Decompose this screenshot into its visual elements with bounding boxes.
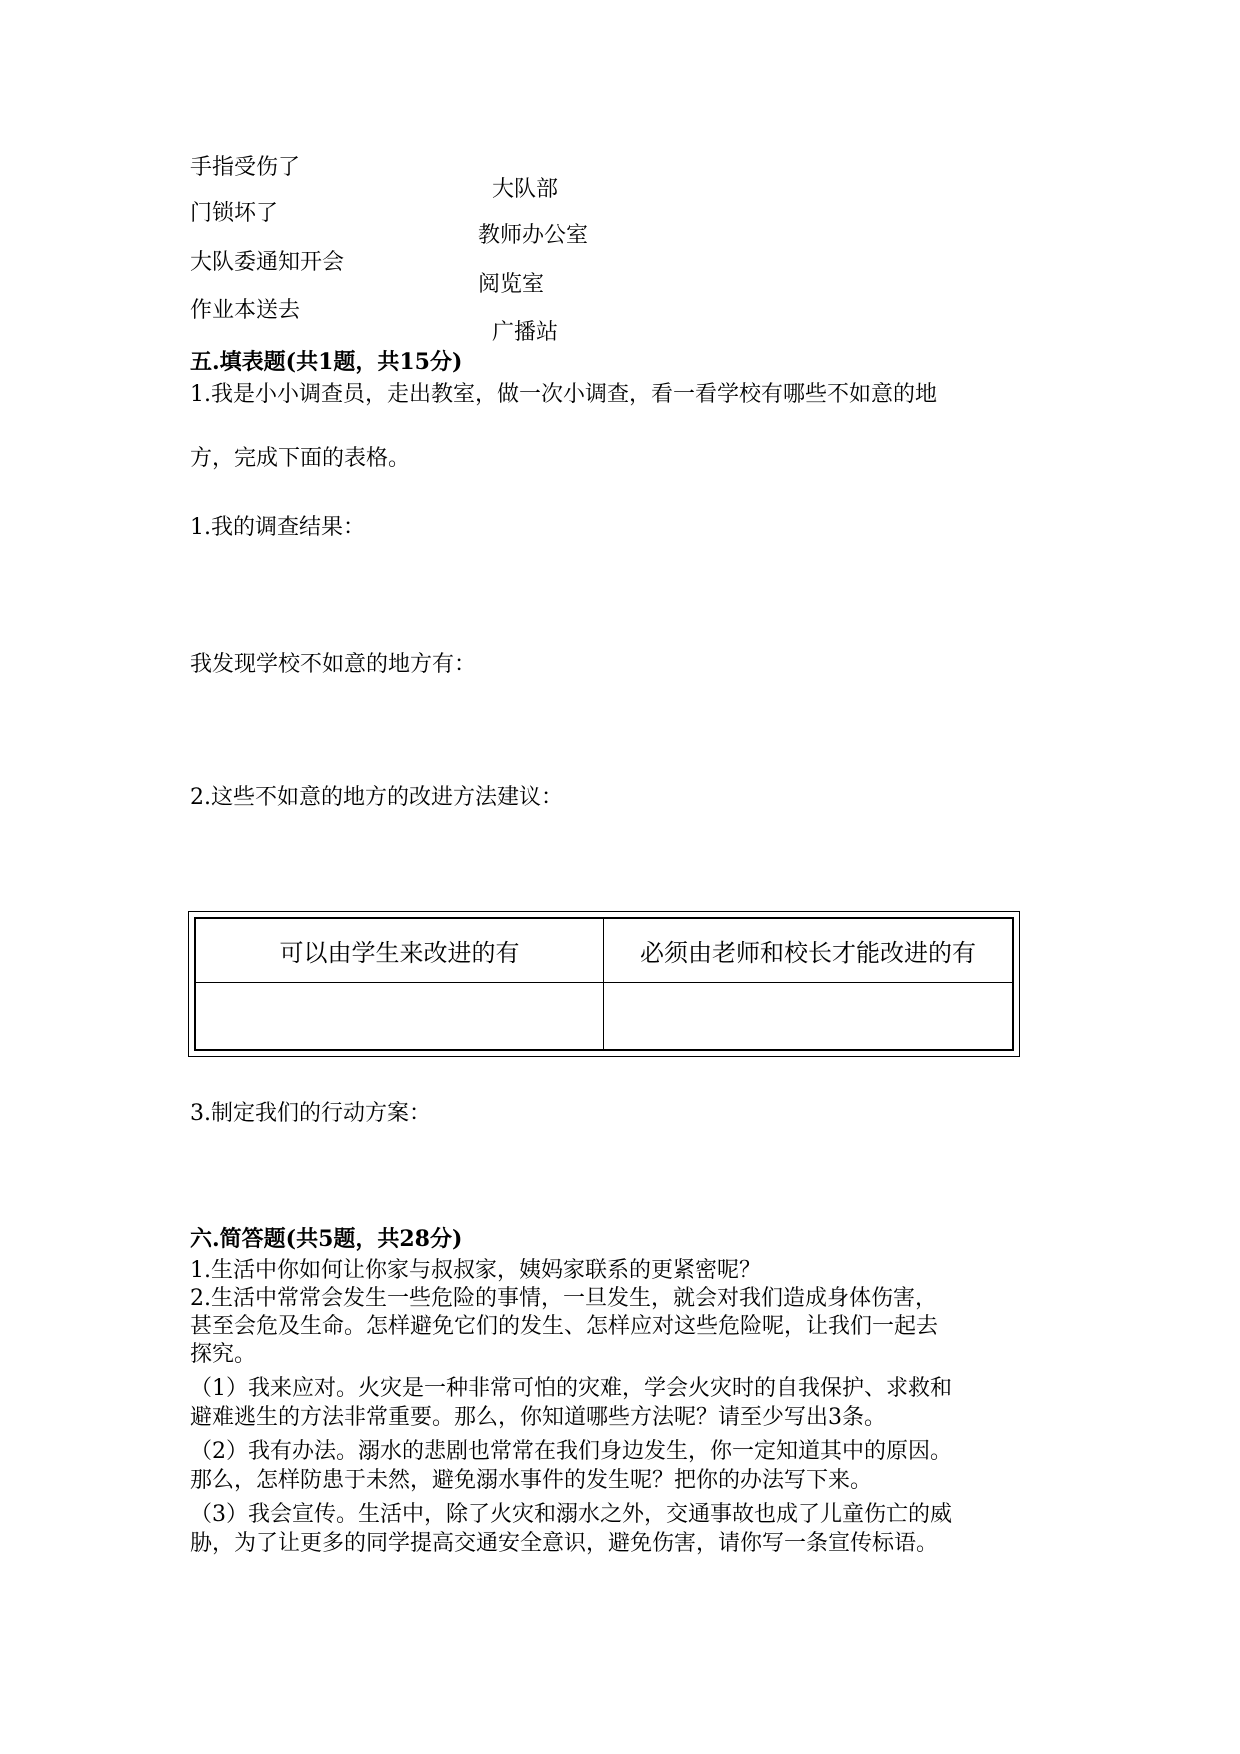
improvement-table — [188, 911, 1020, 1057]
section6-question-2: 探究。 — [190, 1342, 257, 1367]
action-plan-label: 3.制定我们的行动方案： — [190, 1101, 431, 1126]
section5-question-text: 1.我是小小调查员，走出教室，做一次小调查，看一看学校有哪些不如意的地 — [190, 382, 937, 407]
match-right-item: 大队部 — [492, 177, 559, 202]
match-left-item: 作业本送去 — [190, 298, 301, 323]
match-left-item: 大队委通知开会 — [190, 250, 345, 275]
match-right-item: 阅览室 — [478, 272, 545, 297]
section6-part-2: （2）我有办法。溺水的悲剧也常常在我们身边发生，你一定知道其中的原因。 — [190, 1439, 952, 1464]
match-left-item: 手指受伤了 — [190, 155, 301, 180]
section5-heading: 五.填表题(共1题，共15分) — [190, 349, 463, 375]
survey-result-text: 我发现学校不如意的地方有： — [190, 652, 477, 677]
section6-question-2: 2.生活中常常会发生一些危险的事情，一旦发生，就会对我们造成身体伤害， — [190, 1286, 937, 1311]
table-cell-students[interactable] — [196, 983, 604, 1049]
section6-part-1: （1）我来应对。火灾是一种非常可怕的灾难，学会火灾时的自我保护、求救和 — [190, 1376, 952, 1401]
section6-question-2: 甚至会危及生命。怎样避免它们的发生、怎样应对这些危险呢，让我们一起去 — [190, 1314, 939, 1339]
section5-question-text: 方，完成下面的表格。 — [190, 446, 411, 471]
match-right-item: 教师办公室 — [478, 223, 589, 248]
section6-part-2: 那么，怎样防患于未然，避免溺水事件的发生呢？把你的办法写下来。 — [190, 1468, 873, 1493]
match-right-item: 广播站 — [492, 320, 559, 345]
section6-question-1: 1.生活中你如何让你家与叔叔家，姨妈家联系的更紧密呢？ — [190, 1258, 761, 1283]
table-cell-teachers[interactable] — [604, 983, 1012, 1049]
section6-part-3: 胁，为了让更多的同学提高交通安全意识，避免伤害，请你写一条宣传标语。 — [190, 1531, 939, 1556]
table-header-students: 可以由学生来改进的有 — [196, 919, 604, 983]
match-left-item: 门锁坏了 — [190, 201, 279, 226]
improvement-label: 2.这些不如意的地方的改进方法建议： — [190, 785, 563, 810]
improvement-table-grid — [194, 917, 1014, 1051]
survey-result-label: 1.我的调查结果： — [190, 515, 365, 540]
section6-part-3: （3）我会宣传。生活中，除了火灾和溺水之外，交通事故也成了儿童伤亡的威 — [190, 1502, 952, 1527]
section6-part-1: 避难逃生的方法非常重要。那么，你知道哪些方法呢？请至少写出3条。 — [190, 1405, 886, 1430]
section6-heading: 六.简答题(共5题，共28分) — [190, 1226, 463, 1252]
table-header-teachers: 必须由老师和校长才能改进的有 — [604, 919, 1012, 983]
